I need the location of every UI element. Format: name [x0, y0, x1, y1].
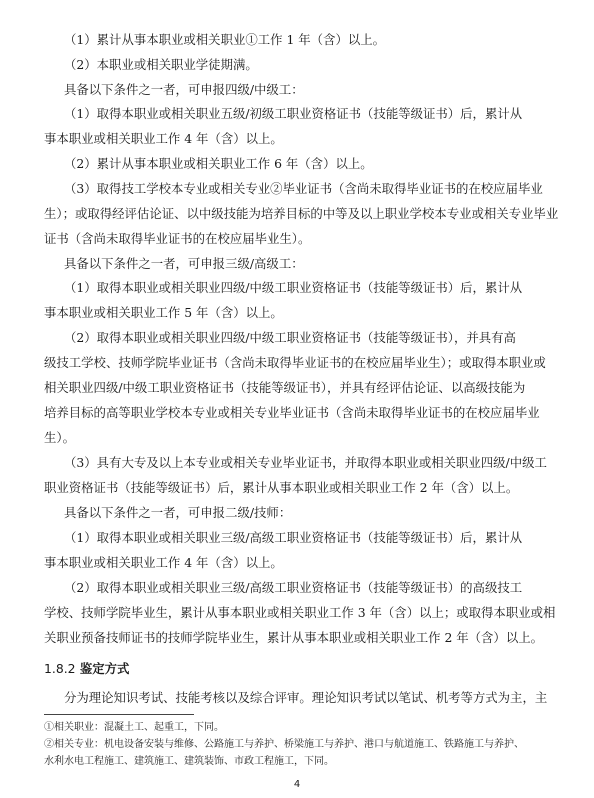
section-heading — [44, 661, 129, 677]
text-line: 事本职业或相关职业工作 5 年（含）以上。 — [44, 305, 283, 320]
footnote: ②相关专业：机电设备安装与维修、公路施工与养护、桥梁施工与养护、港口与航道施工、铁路施工与养护、 — [44, 739, 524, 750]
text-line: 关职业预备技师证书的技师学院毕业生，累计从事本职业或相关职业工作 2 年（含）以上。 — [44, 630, 543, 645]
text-line: 证书（含尚未取得毕业证书的在校应届毕业生）。 — [44, 231, 311, 246]
text-line: （1）累计从事本职业或相关职业①工作 1 年（含）以上。 — [64, 32, 386, 47]
text-line: 职业资格证书（技能等级证书）后，累计从事本职业或相关职业工作 2 年（含）以上。 — [44, 480, 519, 495]
text-line: 事本职业或相关职业工作 4 年（含）以上。 — [44, 555, 283, 570]
text-line: （1）取得本职业或相关职业五级/初级工职业资格证书（技能等级证书）后，累计从 — [64, 106, 523, 121]
text-line: 具备以下条件之一者，可申报二级/技师： — [64, 505, 292, 520]
text-line: 培养目标的高等职业学校本专业或相关专业毕业证书（含尚未取得毕业证书的在校应届毕业 — [44, 405, 540, 420]
text-line: 生）。 — [44, 430, 75, 445]
text-line: （2）本职业或相关职业学徒期满。 — [64, 57, 258, 72]
text-line: （1）取得本职业或相关职业三级/高级工职业资格证书（技能等级证书）后，累计从 — [64, 530, 523, 545]
text-line: 相关职业四级/中级工职业资格证书（技能等级证书），并具有经评估论证、以高级技能为 — [44, 380, 526, 395]
footnote: 水利水电工程施工、建筑施工、建筑装饰、市政工程施工，下同。 — [44, 756, 334, 767]
text-line: （2）取得本职业或相关职业三级/高级工职业资格证书（技能等级证书）的高级技工 — [64, 580, 523, 595]
text-line: 级技工学校、技师学院毕业证书（含尚未取得毕业证书的在校应届毕业生）；或取得本职业或 — [44, 355, 546, 370]
text-line: 具备以下条件之一者，可申报四级/中级工： — [64, 82, 304, 97]
footnote-divider — [44, 714, 194, 715]
text-line: （3）具有大专及以上本专业或相关专业毕业证书，并取得本职业或相关职业四级/中级工 — [64, 455, 547, 470]
body-paragraph: 分为理论知识考试、技能考核以及综合评审。理论知识考试以笔试、机考等方式为主，主 — [64, 690, 548, 705]
text-line: （1）取得本职业或相关职业四级/中级工职业资格证书（技能等级证书）后，累计从 — [64, 280, 523, 295]
footnote: ①相关职业：混凝土工、起重工，下同。 — [44, 722, 224, 733]
text-line: （3）取得技工学校本专业或相关专业②毕业证书（含尚未取得毕业证书的在校应届毕业 — [64, 181, 543, 196]
text-line: 具备以下条件之一者，可申报三级/高级工： — [64, 256, 304, 271]
section-number: 1.8.2 — [44, 661, 76, 676]
text-line: 学校、技师学院毕业生，累计从事本职业或相关职业工作 3 年（含）以上；或取得本职业或相 — [44, 605, 556, 620]
section-title: 鉴定方式 — [79, 661, 130, 676]
text-line: 生）；或取得经评估论证、以中级技能为培养目标的中等及以上职业学校本专业或相关专业毕业 — [44, 206, 559, 221]
text-line: （2）取得本职业或相关职业四级/中级工职业资格证书（技能等级证书），并具有高 — [64, 330, 516, 345]
page-number: 4 — [293, 779, 301, 790]
text-line: （2）累计从事本职业或相关职业工作 6 年（含）以上。 — [64, 156, 373, 171]
text-line: 事本职业或相关职业工作 4 年（含）以上。 — [44, 131, 283, 146]
